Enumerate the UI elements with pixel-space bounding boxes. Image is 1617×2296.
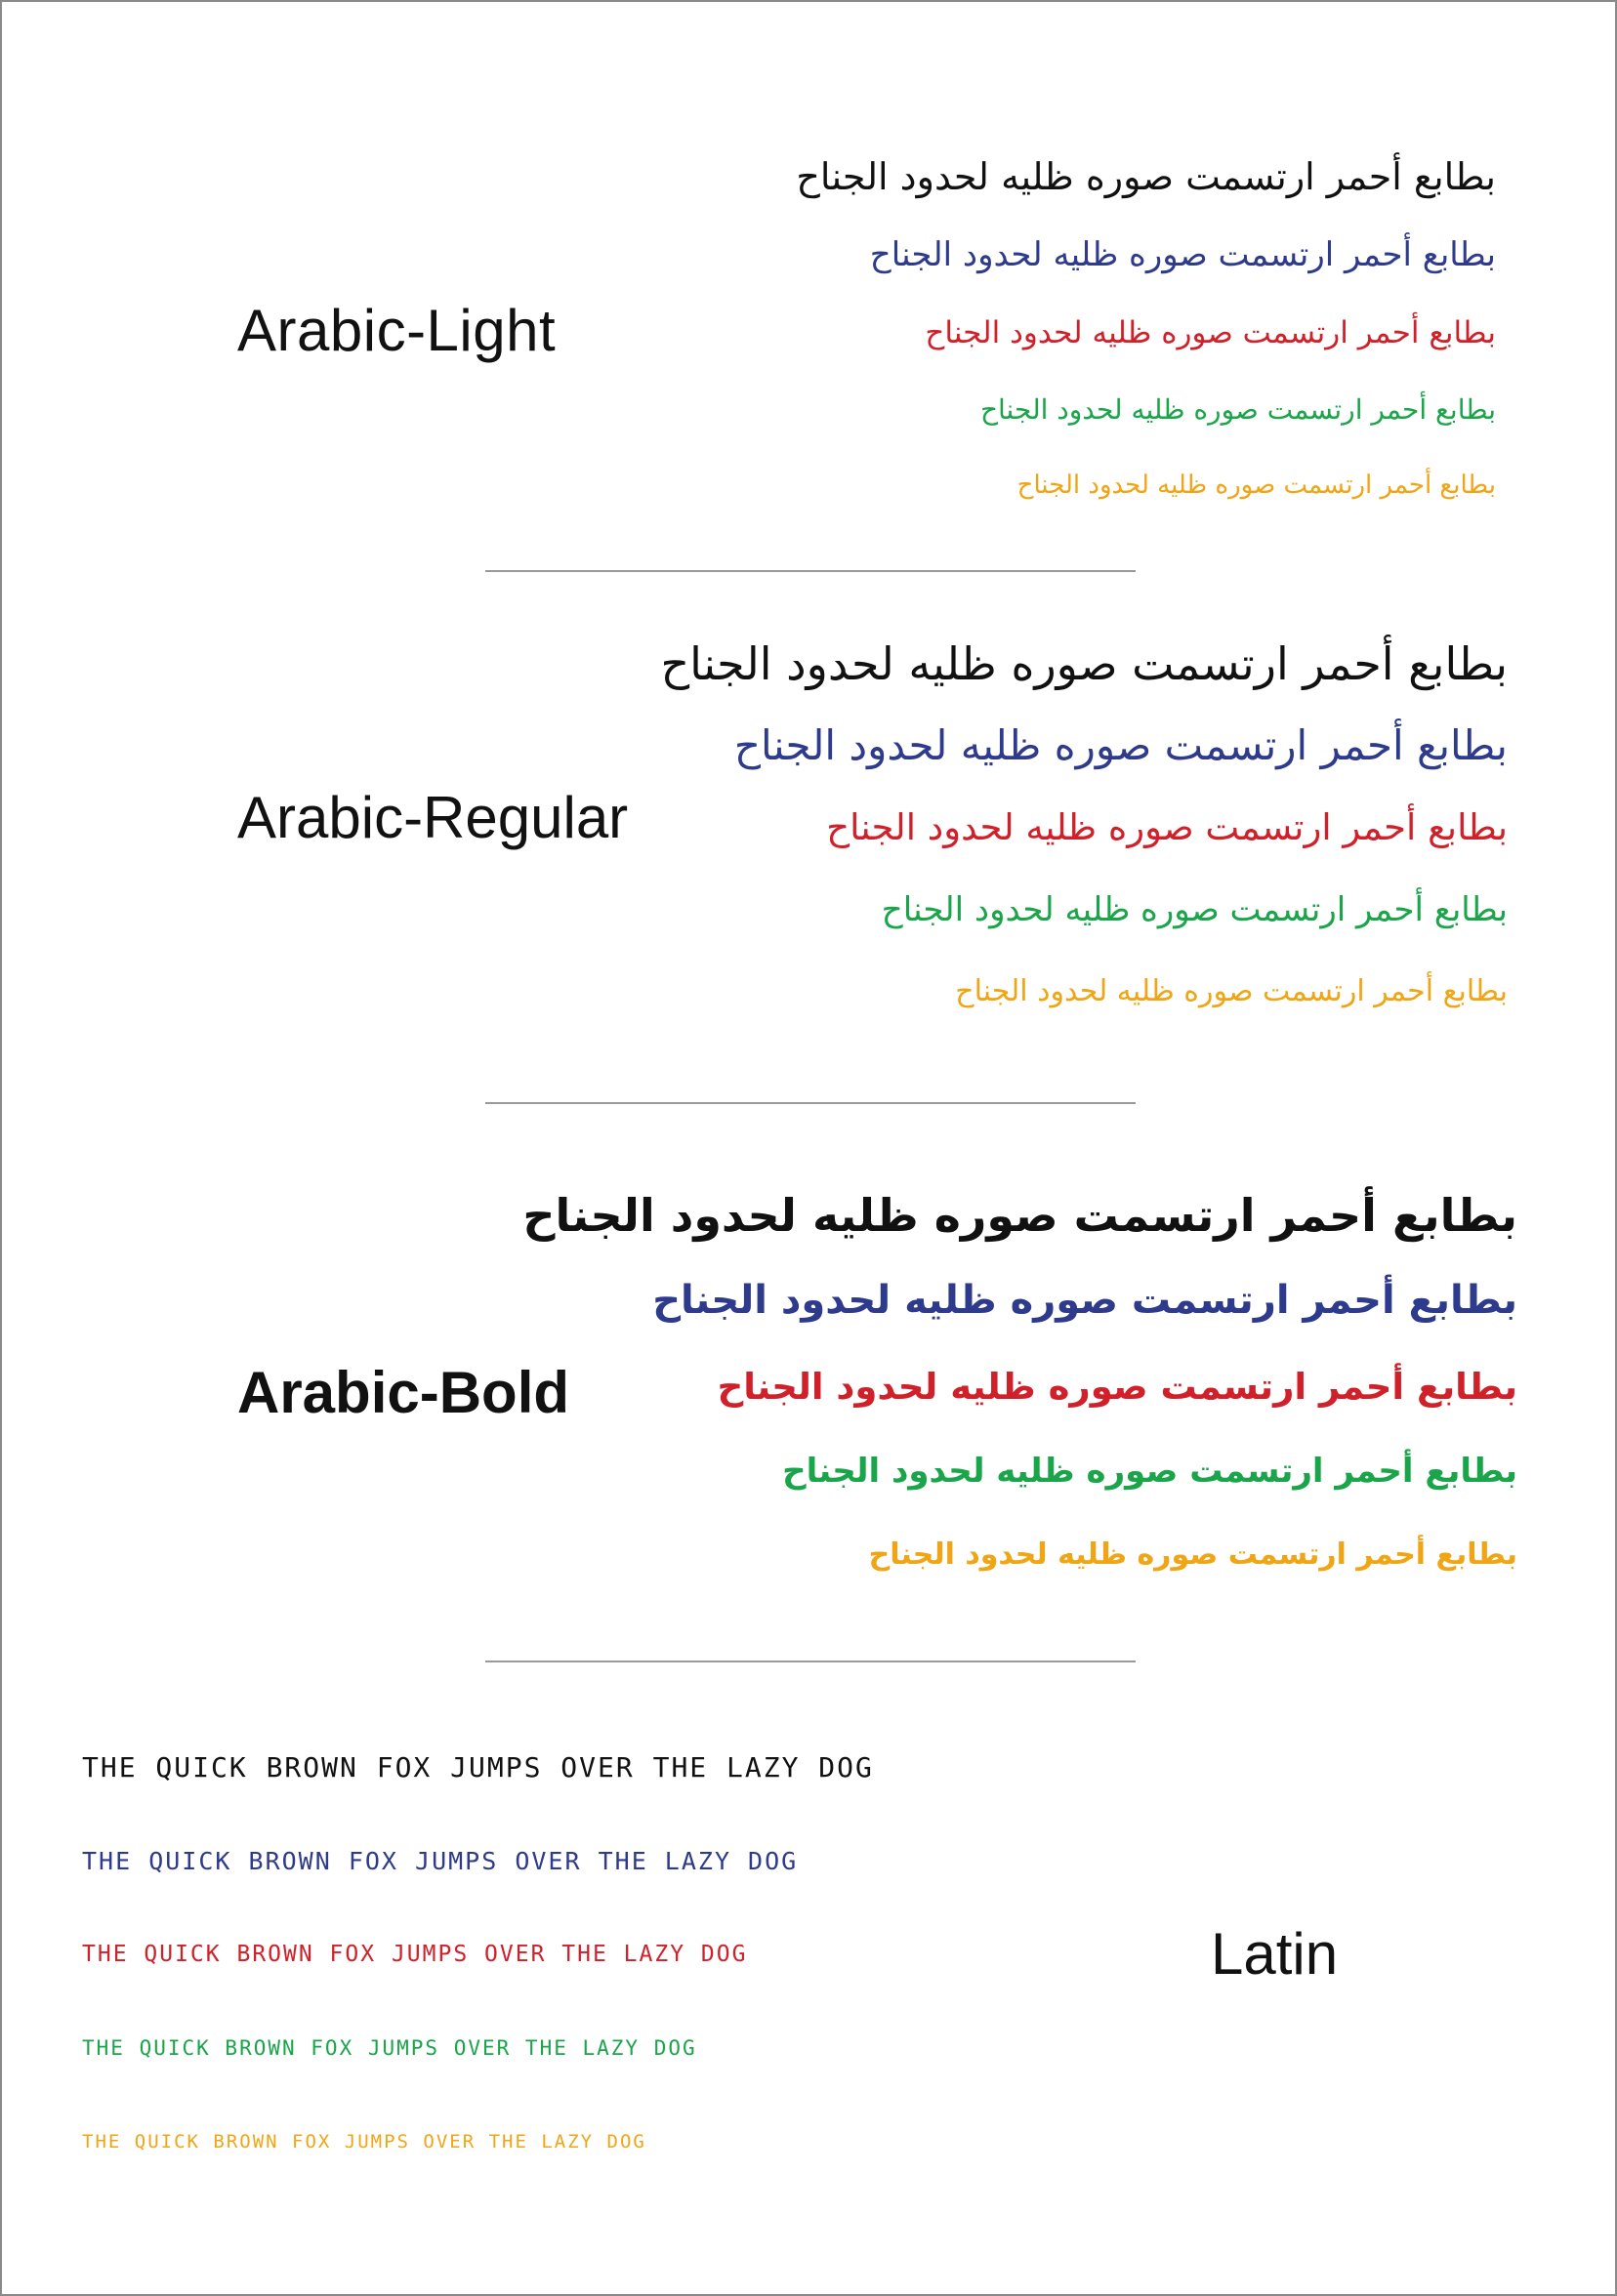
arabic-light-line: بطابع أحمر ارتسمت صوره ظليه لحدود الجناح — [979, 393, 1496, 426]
arabic-regular-samples — [660, 637, 1508, 1032]
arabic-bold-line: بطابع أحمر ارتسمت صوره ظليه لحدود الجناح — [782, 1452, 1517, 1491]
arabic-light-line: بطابع أحمر ارتسمت صوره ظليه لحدود الجناح — [925, 315, 1496, 350]
latin-samples — [82, 1751, 961, 2184]
latin-line: THE QUICK BROWN FOX JUMPS OVER THE LAZY DOG — [82, 1751, 874, 1784]
latin-line: THE QUICK BROWN FOX JUMPS OVER THE LAZY DOG — [82, 2131, 646, 2152]
arabic-bold-line: بطابع أحمر ارتسمت صوره ظليه لحدود الجناح — [522, 1189, 1517, 1242]
section-label-light: Arabic-Light — [237, 298, 557, 363]
section-label-regular: Arabic-Regular — [237, 785, 629, 850]
latin-line: THE QUICK BROWN FOX JUMPS OVER THE LAZY DOG — [82, 1847, 799, 1875]
section-divider — [485, 1660, 1136, 1662]
arabic-bold-line: بطابع أحمر ارتسمت صوره ظليه لحدود الجناح — [717, 1366, 1517, 1408]
arabic-light-line: بطابع أحمر ارتسمت صوره ظليه لحدود الجناح — [796, 155, 1496, 198]
arabic-bold-samples — [522, 1189, 1517, 1603]
latin-line: THE QUICK BROWN FOX JUMPS OVER THE LAZY DOG — [82, 1942, 748, 1967]
arabic-regular-line: بطابع أحمر ارتسمت صوره ظليه لحدود الجناح — [826, 806, 1508, 848]
arabic-light-samples — [796, 155, 1496, 529]
arabic-bold-line: بطابع أحمر ارتسمت صوره ظليه لحدود الجناح — [652, 1278, 1517, 1323]
arabic-bold-line: بطابع أحمر ارتسمت صوره ظليه لحدود الجناح — [868, 1538, 1517, 1572]
section-label-latin: Latin — [1211, 1921, 1339, 1987]
arabic-regular-line: بطابع أحمر ارتسمت صوره ظليه لحدود الجناح — [660, 637, 1508, 690]
section-label-bold: Arabic-Bold — [237, 1360, 570, 1425]
arabic-regular-line: بطابع أحمر ارتسمت صوره ظليه لحدود الجناح — [881, 890, 1508, 929]
arabic-regular-line: بطابع أحمر ارتسمت صوره ظليه لحدود الجناح — [733, 721, 1508, 769]
arabic-regular-line: بطابع أحمر ارتسمت صوره ظليه لحدود الجناح — [955, 974, 1508, 1008]
section-divider — [485, 570, 1136, 572]
arabic-light-line: بطابع أحمر ارتسمت صوره ظليه لحدود الجناح — [869, 235, 1496, 274]
section-divider — [485, 1102, 1136, 1104]
arabic-light-line: بطابع أحمر ارتسمت صوره ظليه لحدود الجناح — [1016, 471, 1496, 500]
latin-line: THE QUICK BROWN FOX JUMPS OVER THE LAZY DOG — [82, 2036, 697, 2060]
